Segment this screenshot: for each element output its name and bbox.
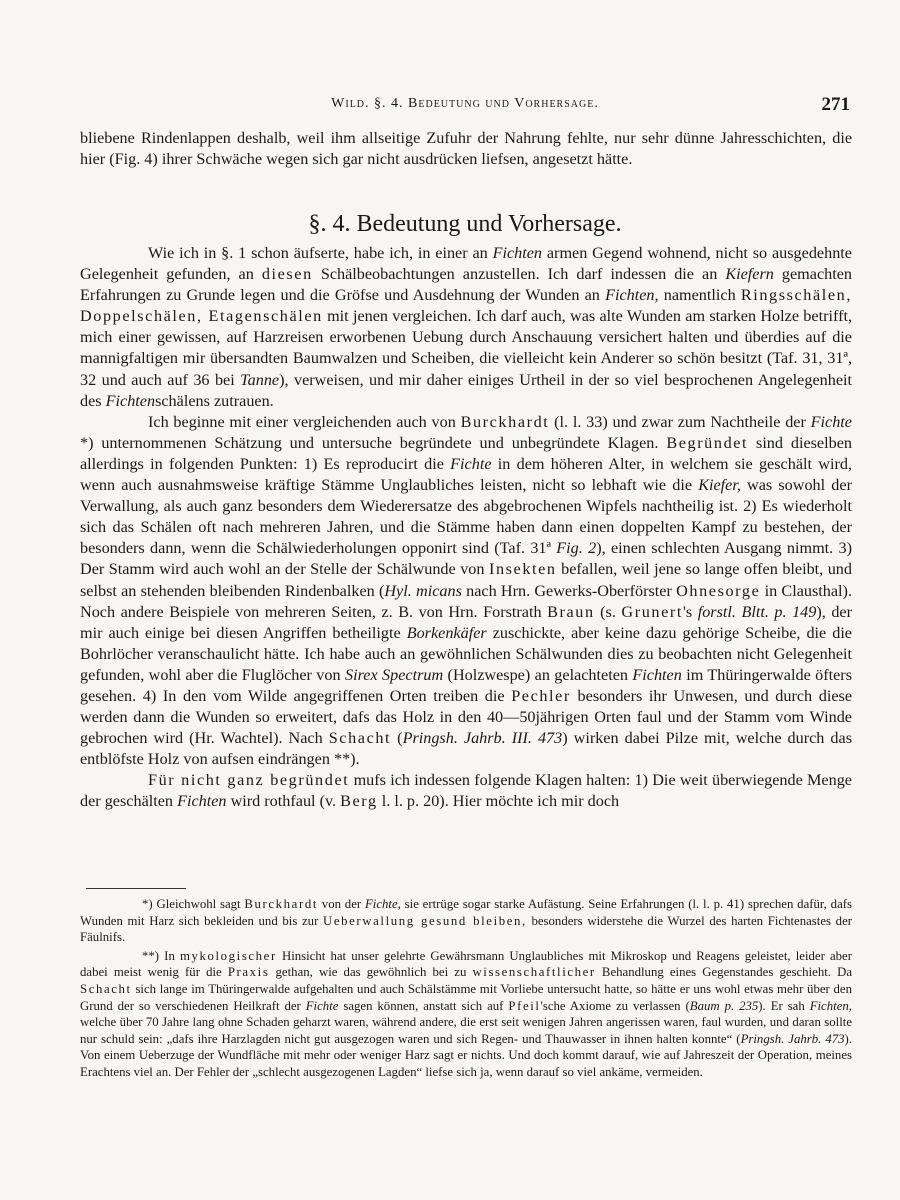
carryover-text: bliebene Rindenlappen deshalb, weil ihm allseitige Zufuhr der Nahrung fehlte, nur sehr dünne Jahresschichten, die hier (Fig. 4) ihrer Schwäche wegen sich gar nicht ausdrücken liefsen, angesetzt hätte. — [80, 129, 852, 169]
section-heading: §. 4. Bedeutung und Vorhersage. — [308, 211, 622, 237]
fn2-o: ). Er sah — [758, 998, 810, 1013]
p2-ad: Fichten — [632, 665, 682, 684]
fn2-e: gethan, wie das gewöhnlich bei zu — [269, 965, 473, 980]
p2-v: Grunert — [621, 602, 683, 621]
p3-e: Berg — [340, 792, 378, 811]
p2-ae: im Thüringerwalde öfters gesehen. 4) In den vom Wilde angegriffenen Orten treiben die — [80, 665, 852, 705]
fn2-j: Fichte — [305, 998, 339, 1013]
p3-b: mufs ich indessen folgende Klagen halten: 1) Die weit überwiegende Menge der geschälten — [80, 771, 852, 811]
fn1-b: Burckhardt — [244, 897, 318, 911]
fn2-k: sagen können, anstatt sich auf — [338, 998, 509, 1013]
p2-aa: zuschickte, aber keine dazu gehörige Scheibe, die die Bohrlöcher veranschaulicht hätte. Ich habe auch an gewöhnlichen Schälwunden dies zu beobachten nicht Gelegenheit gefunden, wohl aber die Fluglöcher von — [80, 623, 852, 684]
p2-aj: Pringsh. Jahrb. III. 473 — [402, 729, 563, 748]
p2-y: ), der mir auch einige bei diesen Angriffen betheiligte — [80, 602, 852, 642]
p3-d: wird rothfaul (v. — [226, 792, 341, 811]
fn1-f: Ueberwallung gesund bleiben, — [323, 913, 527, 928]
fn2-p: Fichten, — [809, 998, 852, 1013]
fn2-b: mykologischer — [179, 948, 277, 963]
p1-m: ), verweisen, und mir daher einiges Urtheil in der so viel besprochenen Angelegenheit des — [80, 370, 852, 410]
footnotes — [80, 896, 852, 1083]
p3-f: l. l. p. 20). Hier möchte ich mir doch — [377, 792, 620, 811]
p1-f: Kiefern — [725, 265, 774, 284]
p2-k: was sowohl der Verwallung, als auch ganz besonders dem Wiederersatze des abgebrochenen Wipfels nachtheilig ist. 2) Es wiederholt sich das Schälen oft nach mehreren Jahren, und die Stämme haben dann einen doppelten Kampf zu bestehen, der besonders dann, wenn die Schälwiederholungen opponirt sind (Taf. 31ª — [80, 476, 852, 558]
paragraph-1 — [80, 243, 852, 412]
p2-p: Hyl. micans — [384, 581, 462, 600]
p2-d: Fichte — [810, 412, 852, 431]
p2-t: Braun — [547, 602, 595, 621]
fn1-e: sie ertrüge sogar starke Aufästung. Seine Erfahrungen (l. l. p. 41) sprechen dafür, dafs Wunden mit Harz sich bekleiden und bis zur — [80, 897, 852, 928]
p2-ai: ( — [391, 729, 403, 748]
p1-c: armen Gegend wohnend, nicht so ausgedehnte Gelegenheit gefunden, an — [80, 244, 852, 284]
running-title: Wild. §. 4. Bedeutung und Vorhersage. — [331, 96, 599, 111]
p2-b: Burckhardt — [460, 412, 550, 431]
p1-g: gemachten Erfahrungen zu Grunde legen und die Gröfse und Ausdehnung der Wunden an — [80, 265, 853, 305]
p2-j: Kiefer, — [698, 476, 741, 495]
fn2-d: Praxis — [227, 965, 270, 980]
fn1-c: von der — [317, 897, 365, 911]
p1-k: mit jenen vergleichen. Ich darf auch, was alte Wunden am starken Holze betrifft, mich einer gewissen, auf Harzreisen erworbenen Uebung durch Anschauung versichert halten und überdies auf die mannigfaltigen mir übersandten Baumwalzen und Scheiben, die vielleicht kein Anderer so schön besitzt (Taf. 31, 31ª, 32 und auch auf 36 bei — [80, 307, 852, 389]
p2-s: in Clausthal). Noch andere Beispiele von mehreren Seiten, z. B. von Hrn. Forstrath — [80, 581, 852, 621]
p1-h: Fichten, — [605, 286, 659, 305]
p2-ak: ) wirken dabei Pilze mit, welche durch das entblöfste Holz von aufsen eindrängen **). — [80, 729, 852, 769]
fn2-g: Behandlung eines Gegenstandes geschieht. Da — [595, 965, 853, 980]
p2-af: Pechler — [511, 686, 571, 705]
p1-l: Tanne — [240, 370, 280, 389]
fn1-g: besonders widerstehe die Wurzel des harten Fichtenastes der Fäulnifs. — [80, 913, 853, 945]
fn1-a: *) Gleichwohl sagt — [142, 897, 245, 911]
section-body — [80, 243, 852, 813]
fn2-c: Hinsicht hat unser gelehrte Gewährsmann Unglaubliches mit Mikroskop und Reagens geleistet, leider aber dabei meist wenig für die — [80, 948, 852, 980]
p2-w: 's — [682, 602, 698, 621]
p1-n: Fichten — [105, 391, 156, 410]
p2-o: befallen, weil jene so lange offen bleibt, und selbst an stehenden bleibenden Rindenbalken ( — [80, 560, 852, 600]
p2-ab: Sirex Spectrum — [344, 665, 444, 684]
footnote-2 — [80, 948, 852, 1081]
p2-a: Ich beginne mit einer vergleichenden auch von — [148, 412, 461, 431]
p2-e: *) unternommenen Schätzung und untersuche begründete und unbegründete Klagen. — [80, 433, 667, 452]
carryover-paragraph — [80, 128, 852, 170]
p3-c: Fichten — [177, 792, 227, 811]
p2-f: Begründet — [666, 433, 749, 452]
paragraph-3 — [80, 770, 852, 812]
p2-n: Insekten — [488, 560, 557, 579]
fn2-f: wissenschaftlicher — [472, 965, 596, 980]
fn2-l: Pfeil — [508, 998, 541, 1013]
p1-a: Wie ich in §. 1 schon äufserte, habe ich, in einer an — [148, 244, 493, 262]
p3-a: Für nicht ganz begründet — [148, 771, 350, 790]
p2-u: (s. — [594, 602, 622, 621]
p1-e: Schälbeobachtungen anzustellen. Ich darf indessen die an — [312, 265, 726, 284]
p2-m: ), einen schlechten Ausgang nimmt. 3) Der Stamm wird auch wohl an der Stelle der Schälwunde von — [80, 539, 852, 579]
fn1-d: Fichte, — [364, 897, 401, 911]
p1-i: namentlich — [658, 286, 741, 305]
p1-o: schälens zutrauen. — [155, 391, 274, 410]
fn2-q: welche über 70 Jahre lang ohne Schaden geharzt waren, während andere, die erst seit wenigen Jahren angerissen waren, faul wurden, und daran sollte nur schuld sein: „dafs ihre Harzlagden nicht gut ausgezogen waren und sich Regen- und Thauwasser in ihnen halten konnte“ ( — [80, 1015, 852, 1046]
p2-r: Ohnesorge — [676, 581, 761, 600]
fn2-h: Schacht — [80, 981, 132, 996]
p1-j: Ringsschälen, Doppelschälen, Etagenschälen — [80, 286, 853, 326]
fn2-a: **) In — [142, 948, 180, 963]
fn2-r: Pringsh. Jahrb. 473 — [740, 1031, 845, 1046]
fn2-n: Baum p. 235 — [689, 998, 759, 1013]
p1-b: Fichten — [492, 244, 543, 262]
p2-z: Borkenkäfer — [406, 623, 487, 642]
p2-i: in dem höheren Alter, in welchem sie geschält wird, wenn auch ausnahmsweise kräftige Stämme Unglaubliches leisten, nicht so lebhaft wie die — [80, 454, 852, 495]
fn2-i: sich lange im Thüringerwalde aufgehalten und auch Schälstämme mit Vorliebe untersucht hatte, so hätte er uns wohl etwas mehr über den Grund der so verschiedenen Heilkraft der — [80, 981, 852, 1013]
running-head — [80, 96, 850, 120]
p2-h: Fichte — [450, 454, 492, 473]
p2-ac: (Holzwespe) an gelachteten — [443, 665, 633, 684]
p2-x: forstl. Bltt. p. 149 — [697, 602, 817, 621]
p2-q: nach Hrn. Gewerks-Oberförster — [461, 581, 677, 600]
p1-d: diesen — [261, 265, 313, 284]
footnote-1 — [80, 896, 852, 946]
footnote-divider — [86, 888, 186, 889]
p2-l: Fig. 2 — [556, 539, 597, 558]
page-number: 271 — [821, 94, 850, 115]
p2-ag: besonders ihr Unwesen, und durch diese werden dann die Wunden so erweitert, dafs das Holz in den 40—50jährigen Orten faul und der Stamm vom Winde gebrochen wird (Hr. Wachtel). Nach — [80, 686, 852, 748]
fn2-m: 'sche Axiome zu verlassen ( — [540, 998, 690, 1013]
p2-c: (l. l. 33) und zwar zum Nachtheile der — [549, 412, 811, 431]
p2-ah: Schacht — [328, 729, 392, 748]
fn2-s: ). Von einem Ueberzuge der Wundfläche mit mehr oder weniger Harz sagt er nichts. Und doch kommt darauf, wie auf Jahreszeit der Operation, meines Erachtens viel an. Der Fehler der „schlecht ausgezogenen Lagden“ liefse sich ja, wenn darauf so viel ankäme, vermeiden. — [80, 1031, 852, 1079]
paragraph-2 — [80, 412, 852, 771]
p2-g: sind dieselben allerdings in folgenden Punkten: 1) Es reproducirt die — [80, 433, 852, 473]
